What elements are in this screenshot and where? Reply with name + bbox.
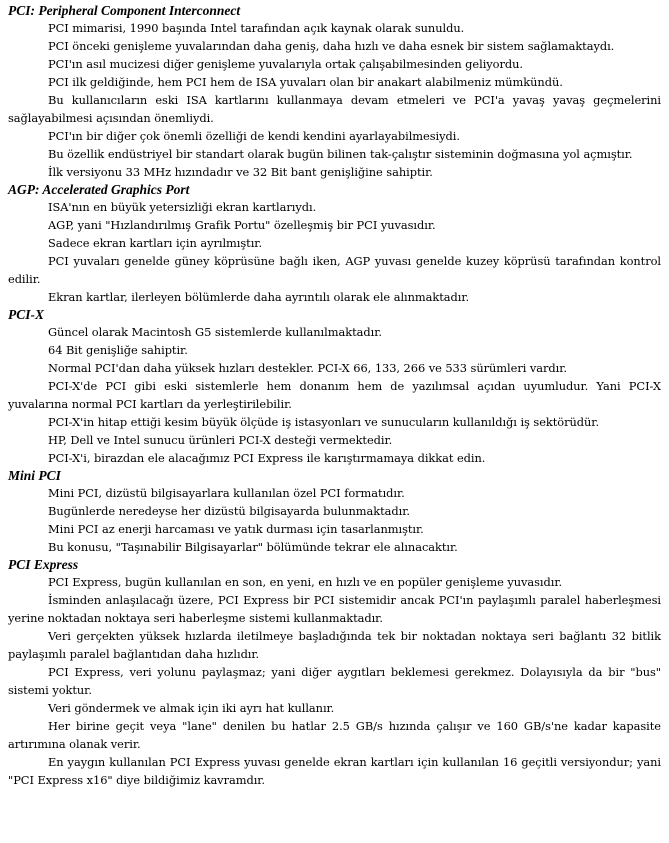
paragraph: PCI yuvaları genelde güney köprüsüne bağlı iken, AGP yuvası genelde kuzey köprüsü tarafından kontrol edilir. [8, 254, 661, 286]
paragraph: Normal PCI'dan daha yüksek hızları destekler. PCI-X 66, 133, 266 ve 533 sürümleri vardır. [48, 361, 567, 375]
section-title: PCI: Peripheral Component Interconnect [8, 3, 241, 18]
section-title: PCI-X [8, 307, 45, 322]
paragraph: Ekran kartlar, ilerleyen bölümlerde daha ayrıntılı olarak ele alınmaktadır. [48, 290, 470, 304]
paragraph: Bu özellik endüstriyel bir standart olarak bugün bilinen tak-çalıştır sisteminin doğmasına yol açmıştır. [48, 147, 633, 161]
paragraph: AGP, yani "Hızlandırılmış Grafik Portu" özelleşmiş bir PCI yuvasıdır. [48, 218, 436, 232]
paragraph: HP, Dell ve Intel sunucu ürünleri PCI-X desteği vermektedir. [48, 433, 393, 447]
paragraph: Her birine geçit veya "lane" denilen bu hatlar 2.5 GB/s hızında çalışır ve 160 GB/s'ne kadar kapasite artırımına olanak verir. [8, 719, 661, 751]
paragraph: Bugünlerde neredeyse her dizüstü bilgisayarda bulunmaktadır. [48, 504, 410, 518]
paragraph: Veri göndermek ve almak için iki ayrı hat kullanır. [48, 701, 335, 715]
paragraph: PCI-X'i, birazdan ele alacağımız PCI Express ile karıştırmamaya dikkat edin. [48, 451, 486, 465]
paragraph: PCI ilk geldiğinde, hem PCI hem de ISA yuvaları olan bir anakart alabilmeniz mümkündü. [48, 75, 563, 89]
paragraph: İlk versiyonu 33 MHz hızındadır ve 32 Bit bant genişliğine sahiptir. [48, 165, 433, 179]
paragraph: En yaygın kullanılan PCI Express yuvası genelde ekran kartları için kullanılan 16 geçitli versiyondur; yani "PCI Express x16" diye bildiğimiz kavramdır. [8, 755, 661, 787]
paragraph: 64 Bit genişliğe sahiptir. [48, 343, 188, 357]
paragraph: PCI Express, veri yolunu paylaşmaz; yani diğer aygıtları beklemesi gerekmez. Dolayısıyla da bir "bus" sistemi yoktur. [8, 665, 661, 697]
paragraph: PCI-X'in hitap ettiği kesim büyük ölçüde iş istasyonları ve sunucuların kullanıldığı iş sektörüdür. [48, 415, 600, 429]
paragraph: ISA'nın en büyük yetersizliği ekran kartlarıydı. [48, 200, 317, 214]
paragraph: İsminden anlaşılacağı üzere, PCI Express bir PCI sistemidir ancak PCI'ın paylaşımlı paralel haberleşmesi yerine noktadan noktaya seri haberleşme sistemi kullanmaktadır. [8, 593, 661, 625]
section-title: Mini PCI [8, 468, 61, 483]
paragraph: PCI'ın bir diğer çok önemli özelliği de kendi kendini ayarlayabilmesiydi. [48, 129, 460, 143]
paragraph: PCI mimarisi, 1990 başında Intel tarafından açık kaynak olarak sunuldu. [48, 21, 465, 35]
paragraph: PCI Express, bugün kullanılan en son, en yeni, en hızlı ve en popüler genişleme yuvasıdır. [48, 575, 563, 589]
paragraph: Bu kullanıcıların eski ISA kartlarını kullanmaya devam etmeleri ve PCI'a yavaş yavaş geçmelerini sağlayabilmesi açısından önemliydi. [8, 93, 661, 125]
section-title: AGP: Accelerated Graphics Port [8, 182, 190, 197]
paragraph: Sadece ekran kartları için ayrılmıştır. [48, 236, 263, 250]
paragraph: PCI önceki genişleme yuvalarından daha geniş, daha hızlı ve daha esnek bir sistem sağlamaktaydı. [48, 39, 615, 53]
paragraph: Mini PCI, dizüstü bilgisayarlara kullanılan özel PCI formatıdır. [48, 486, 405, 500]
paragraph: PCI-X'de PCI gibi eski sistemlerle hem donanım hem de yazılımsal açıdan uyumludur. Yani PCI-X yuvalarına normal PCI kartları da yerleştirilebilir. [8, 379, 661, 411]
paragraph: Güncel olarak Macintosh G5 sistemlerde kullanılmaktadır. [48, 325, 382, 339]
paragraph: Mini PCI az enerji harcaması ve yatık durması için tasarlanmıştır. [48, 522, 424, 536]
section-title: PCI Express [8, 557, 79, 572]
paragraph: PCI'ın asıl mucizesi diğer genişleme yuvalarıyla ortak çalışabilmesinden geliyordu. [48, 57, 523, 71]
paragraph: Veri gerçekten yüksek hızlarda iletilmeye başladığında tek bir noktadan noktaya seri bağlantı 32 bitlik paylaşımlı paralel bağlantıdan daha hızlıdır. [8, 629, 661, 661]
paragraph: Bu konusu, "Taşınabilir Bilgisayarlar" bölümünde tekrar ele alınacaktır. [48, 540, 458, 554]
